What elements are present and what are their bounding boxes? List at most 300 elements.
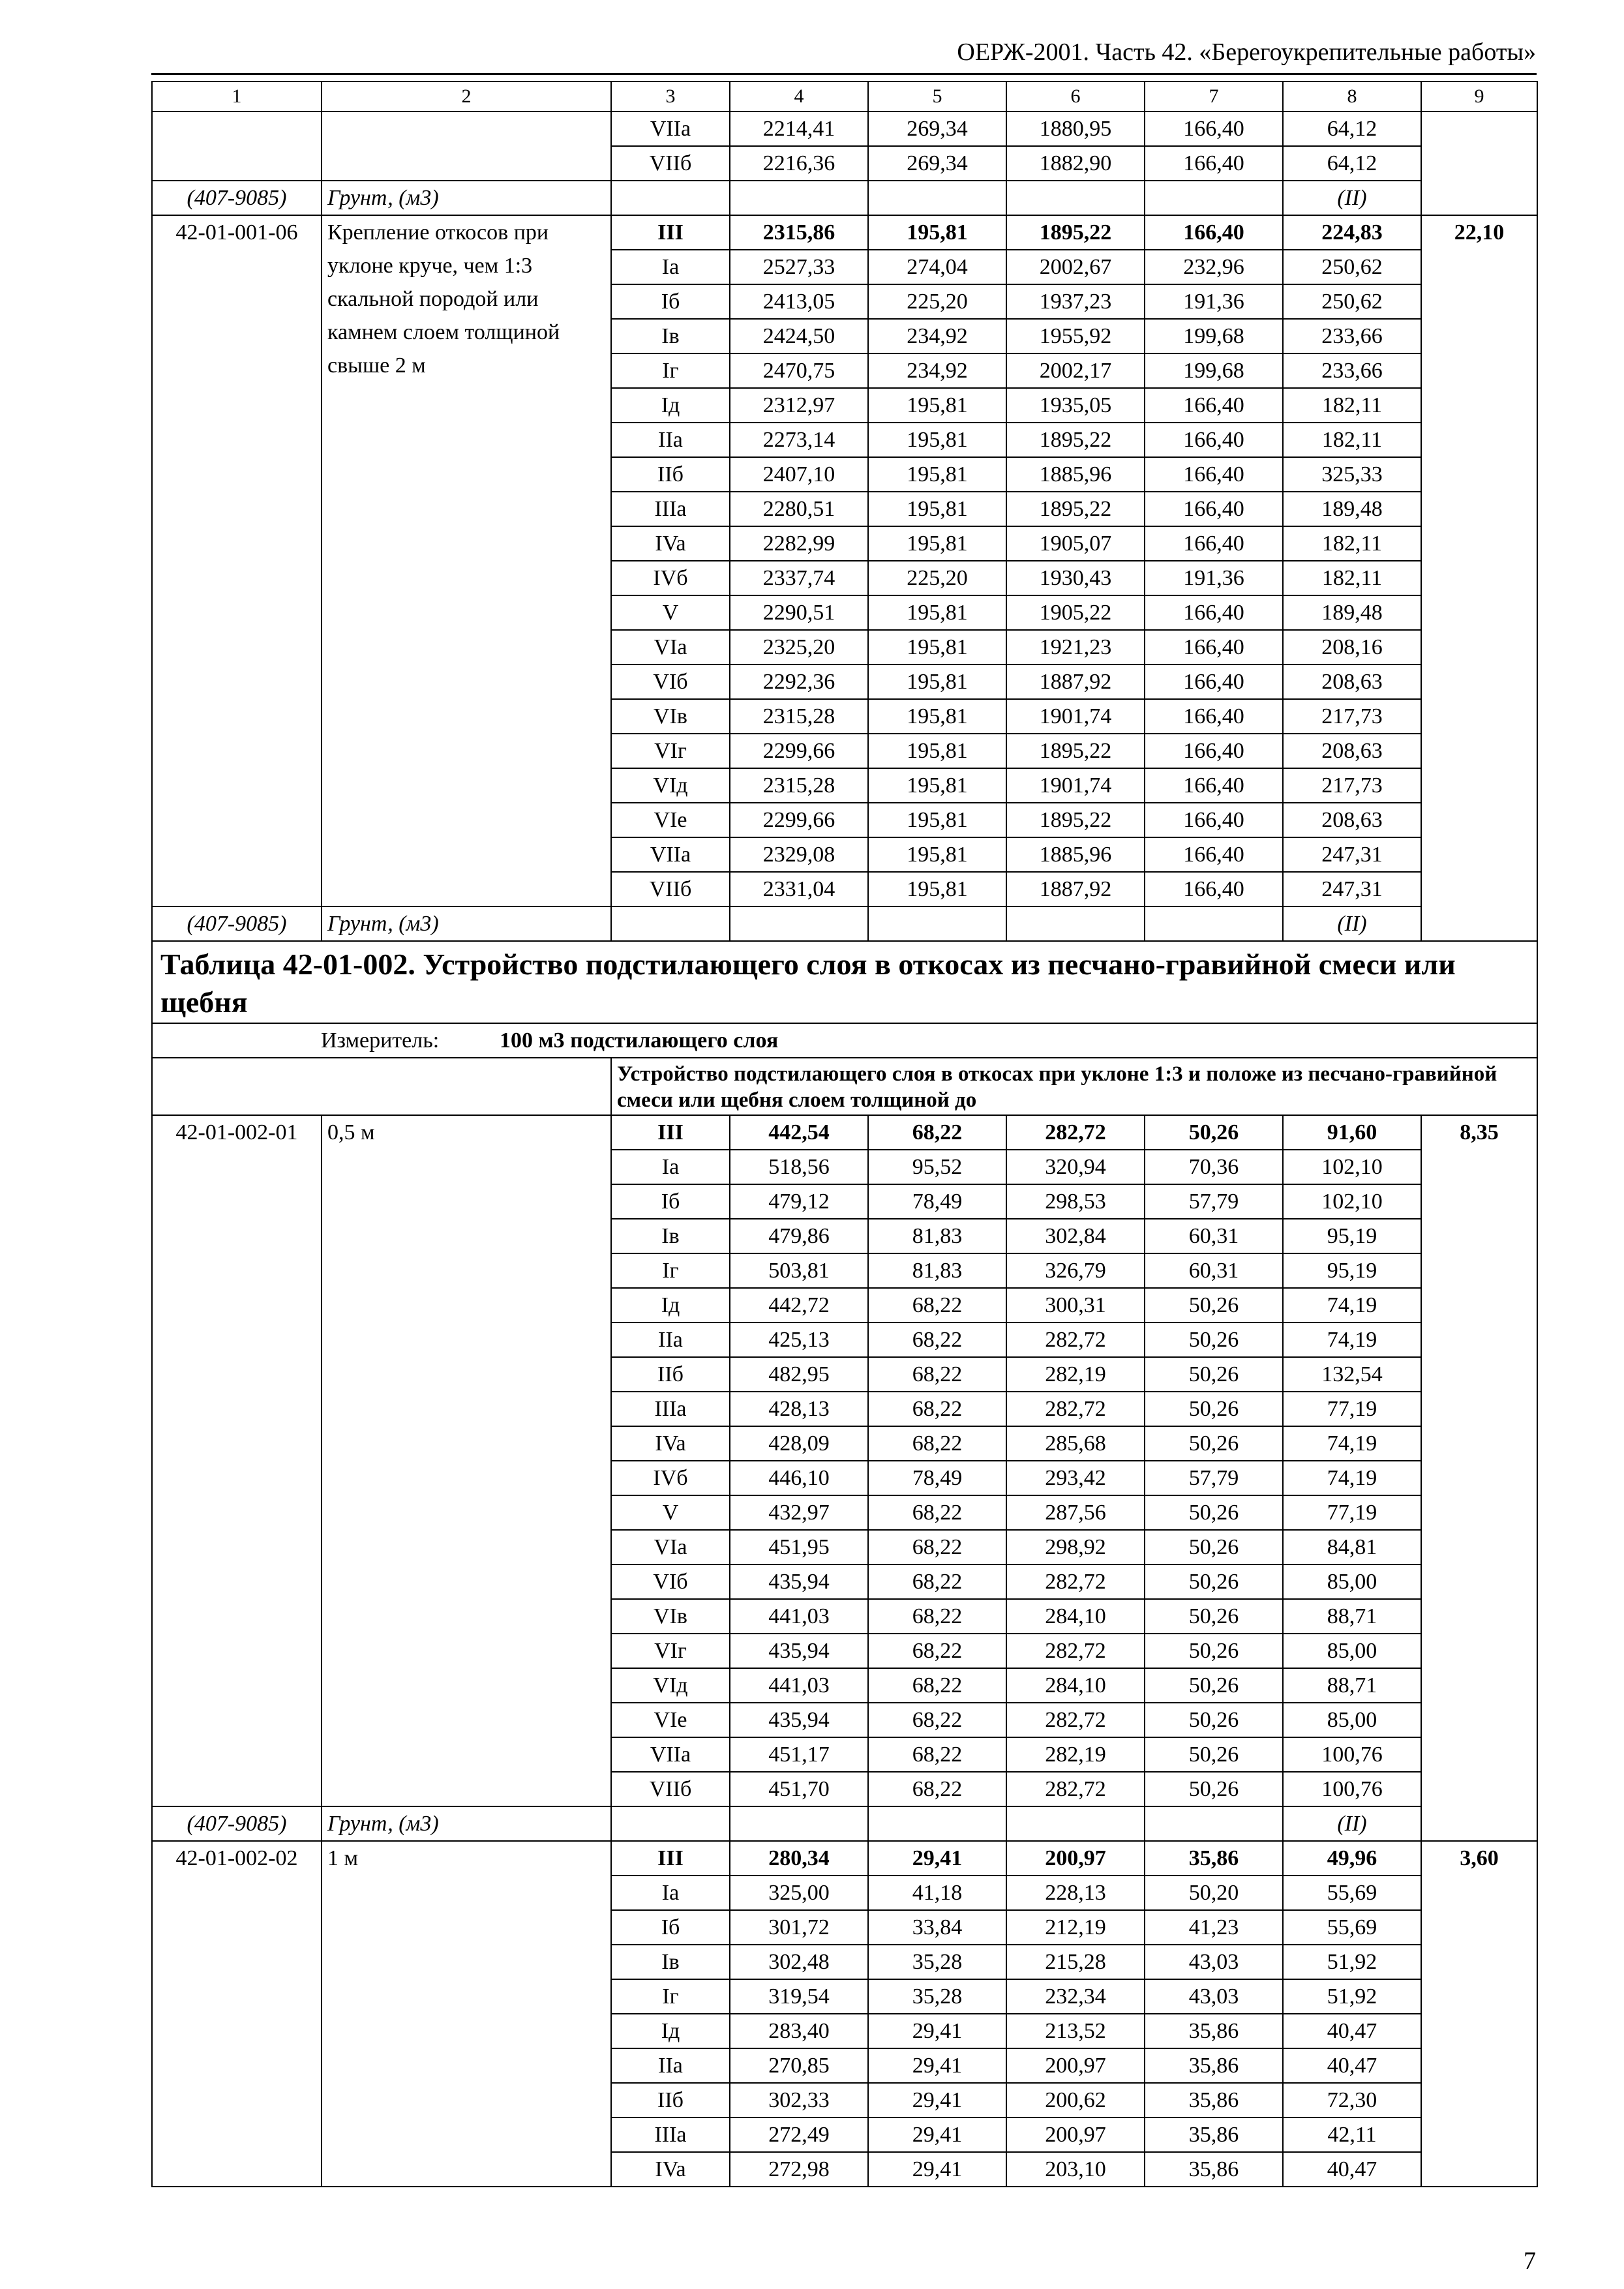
value-cell-c5: 68,22 — [868, 1495, 1006, 1530]
zone-cell: V — [611, 1495, 730, 1530]
value-cell-c5: 195,81 — [868, 734, 1006, 768]
value-cell-c7: 191,36 — [1145, 561, 1283, 595]
value-cell-c4: 451,17 — [730, 1737, 868, 1772]
value-cell-c5: 29,41 — [868, 1841, 1006, 1876]
value-cell-c6: 1887,92 — [1006, 872, 1145, 906]
value-cell-c7: 43,03 — [1145, 1945, 1283, 1979]
value-cell-c7: 57,79 — [1145, 1461, 1283, 1495]
value-cell-c7: 166,40 — [1145, 388, 1283, 423]
value-cell-c4: 2299,66 — [730, 803, 868, 837]
value-cell-c4: 442,54 — [730, 1115, 868, 1150]
meter-label: Измеритель: — [321, 1028, 440, 1053]
table-body — [152, 82, 1537, 2187]
c9-cell — [1421, 112, 1537, 215]
empty-cell — [1006, 181, 1145, 215]
value-cell-c5: 195,81 — [868, 526, 1006, 561]
column-number: 4 — [730, 82, 868, 112]
value-cell-c7: 199,68 — [1145, 353, 1283, 388]
value-cell-c7: 50,26 — [1145, 1564, 1283, 1599]
value-cell-c6: 1895,22 — [1006, 215, 1145, 250]
value-cell-c8: 100,76 — [1283, 1772, 1421, 1806]
value-cell-c6: 320,94 — [1006, 1150, 1145, 1184]
zone-cell: IIб — [611, 457, 730, 492]
value-cell-c6: 287,56 — [1006, 1495, 1145, 1530]
norms-table — [151, 81, 1538, 2187]
description-line: Крепление откосов при — [327, 220, 549, 245]
zone-cell: III — [611, 1115, 730, 1150]
value-cell-c5: 195,81 — [868, 665, 1006, 699]
value-cell-c4: 2312,97 — [730, 388, 868, 423]
value-cell-c6: 1901,74 — [1006, 699, 1145, 734]
value-cell-c4: 479,86 — [730, 1219, 868, 1253]
zone-cell: Ia — [611, 1876, 730, 1910]
value-cell-c5: 195,81 — [868, 768, 1006, 803]
value-cell-c8: 85,00 — [1283, 1634, 1421, 1668]
empty-cell — [1145, 181, 1283, 215]
value-cell-c6: 1905,22 — [1006, 595, 1145, 630]
value-cell-c6: 282,72 — [1006, 1323, 1145, 1357]
resource-code: (407-9085) — [152, 906, 322, 941]
value-cell-c8: 49,96 — [1283, 1841, 1421, 1876]
value-cell-c4: 2329,08 — [730, 837, 868, 872]
zone-cell: IIa — [611, 1323, 730, 1357]
value-cell-c7: 191,36 — [1145, 284, 1283, 319]
value-cell-c5: 234,92 — [868, 319, 1006, 353]
value-cell-c4: 2273,14 — [730, 423, 868, 457]
value-cell-c8: 40,47 — [1283, 2152, 1421, 2187]
value-cell-c4: 272,49 — [730, 2117, 868, 2152]
value-cell-c7: 166,40 — [1145, 872, 1283, 906]
value-cell-c8: 182,11 — [1283, 388, 1421, 423]
value-cell-c4: 518,56 — [730, 1150, 868, 1184]
value-cell-c6: 1885,96 — [1006, 457, 1145, 492]
value-cell-c8: 74,19 — [1283, 1323, 1421, 1357]
value-cell-c8: 84,81 — [1283, 1530, 1421, 1564]
value-cell-c7: 50,26 — [1145, 1323, 1283, 1357]
value-cell-c4: 451,95 — [730, 1530, 868, 1564]
page-header-title: ОЕРЖ-2001. Часть 42. «Берегоукрепительные работы» — [957, 38, 1536, 66]
value-cell-c5: 35,28 — [868, 1979, 1006, 2014]
value-cell-c5: 195,81 — [868, 872, 1006, 906]
value-cell-c5: 68,22 — [868, 1634, 1006, 1668]
value-cell-c6: 228,13 — [1006, 1876, 1145, 1910]
value-cell-c7: 35,86 — [1145, 2014, 1283, 2048]
entry-code: 42-01-002-01 — [152, 1115, 322, 1806]
table-title: Таблица 42-01-002. Устройство подстилающего слоя в откосах из песчано-гравийной смеси или щебня — [152, 941, 1537, 1023]
value-cell-c5: 68,22 — [868, 1564, 1006, 1599]
value-cell-c4: 442,72 — [730, 1288, 868, 1323]
value-cell-c6: 200,97 — [1006, 2117, 1145, 2152]
value-cell-c5: 68,22 — [868, 1772, 1006, 1806]
value-cell-c7: 166,40 — [1145, 837, 1283, 872]
code-cell — [152, 112, 322, 181]
value-cell-c8: 189,48 — [1283, 595, 1421, 630]
value-cell-c8: 247,31 — [1283, 872, 1421, 906]
value-cell-c5: 41,18 — [868, 1876, 1006, 1910]
value-cell-c8: 102,10 — [1283, 1184, 1421, 1219]
entry-c9: 22,10 — [1421, 215, 1537, 941]
zone-cell: VIб — [611, 665, 730, 699]
value-cell-c6: 215,28 — [1006, 1945, 1145, 1979]
value-cell-c7: 50,20 — [1145, 1876, 1283, 1910]
zone-cell: IVб — [611, 1461, 730, 1495]
value-cell-c5: 81,83 — [868, 1253, 1006, 1288]
value-cell-c7: 60,31 — [1145, 1253, 1283, 1288]
value-cell-c8: 224,83 — [1283, 215, 1421, 250]
zone-cell: Iб — [611, 1184, 730, 1219]
value-cell-c6: 1895,22 — [1006, 803, 1145, 837]
column-number: 5 — [868, 82, 1006, 112]
value-cell-c5: 68,22 — [868, 1530, 1006, 1564]
table-title-row — [152, 941, 1537, 1023]
zone-cell: Iв — [611, 1945, 730, 1979]
value-cell-c5: 68,22 — [868, 1357, 1006, 1392]
resource-code: (407-9085) — [152, 1806, 322, 1841]
resource-footer-row — [152, 906, 1537, 941]
value-cell-c5: 195,81 — [868, 699, 1006, 734]
column-number: 7 — [1145, 82, 1283, 112]
zone-cell: VIг — [611, 734, 730, 768]
value-cell-c4: 2315,86 — [730, 215, 868, 250]
value-cell-c8: 85,00 — [1283, 1564, 1421, 1599]
value-cell-c7: 166,40 — [1145, 146, 1283, 181]
value-cell-c4: 441,03 — [730, 1599, 868, 1634]
value-cell-c8: 233,66 — [1283, 319, 1421, 353]
value-cell-c6: 285,68 — [1006, 1426, 1145, 1461]
table-row — [152, 215, 1537, 250]
zone-cell: VIIб — [611, 146, 730, 181]
description-line: уклоне круче, чем 1:3 — [327, 254, 533, 278]
value-cell-c8: 102,10 — [1283, 1150, 1421, 1184]
zone-cell: Iв — [611, 1219, 730, 1253]
value-cell-c7: 50,26 — [1145, 1634, 1283, 1668]
empty-cell — [730, 181, 868, 215]
zone-cell: VIa — [611, 1530, 730, 1564]
resource-name: Грунт, (м3) — [322, 906, 611, 941]
resource-class: (II) — [1283, 906, 1421, 941]
value-cell-c7: 166,40 — [1145, 630, 1283, 665]
value-cell-c5: 33,84 — [868, 1910, 1006, 1945]
value-cell-c5: 29,41 — [868, 2048, 1006, 2083]
zone-cell: Iг — [611, 353, 730, 388]
zone-cell: Iд — [611, 2014, 730, 2048]
value-cell-c7: 50,26 — [1145, 1599, 1283, 1634]
value-cell-c4: 435,94 — [730, 1703, 868, 1737]
value-cell-c4: 451,70 — [730, 1772, 868, 1806]
zone-cell: III — [611, 215, 730, 250]
value-cell-c4: 2299,66 — [730, 734, 868, 768]
value-cell-c4: 428,09 — [730, 1426, 868, 1461]
value-cell-c5: 29,41 — [868, 2152, 1006, 2187]
entry-code: 42-01-002-02 — [152, 1841, 322, 2187]
value-cell-c6: 293,42 — [1006, 1461, 1145, 1495]
zone-cell: V — [611, 595, 730, 630]
value-cell-c7: 70,36 — [1145, 1150, 1283, 1184]
value-cell-c5: 35,28 — [868, 1945, 1006, 1979]
value-cell-c6: 298,92 — [1006, 1530, 1145, 1564]
resource-name: Грунт, (м3) — [322, 181, 611, 215]
value-cell-c4: 302,33 — [730, 2083, 868, 2117]
entry-description: 1 м — [322, 1841, 611, 2187]
value-cell-c5: 68,22 — [868, 1703, 1006, 1737]
value-cell-c5: 68,22 — [868, 1288, 1006, 1323]
value-cell-c4: 2216,36 — [730, 146, 868, 181]
value-cell-c5: 195,81 — [868, 837, 1006, 872]
value-cell-c6: 300,31 — [1006, 1288, 1145, 1323]
value-cell-c7: 60,31 — [1145, 1219, 1283, 1253]
description-line: свыше 2 м — [327, 353, 426, 378]
value-cell-c7: 166,40 — [1145, 734, 1283, 768]
value-cell-c6: 1935,05 — [1006, 388, 1145, 423]
value-cell-c7: 166,40 — [1145, 595, 1283, 630]
empty-cell — [868, 906, 1006, 941]
value-cell-c6: 2002,67 — [1006, 250, 1145, 284]
value-cell-c5: 195,81 — [868, 388, 1006, 423]
meter-cell — [152, 1023, 1537, 1058]
value-cell-c4: 2292,36 — [730, 665, 868, 699]
value-cell-c8: 208,63 — [1283, 665, 1421, 699]
zone-cell: Ia — [611, 1150, 730, 1184]
value-cell-c8: 85,00 — [1283, 1703, 1421, 1737]
value-cell-c6: 212,19 — [1006, 1910, 1145, 1945]
empty-cell — [1145, 906, 1283, 941]
value-cell-c7: 166,40 — [1145, 526, 1283, 561]
value-cell-c6: 282,72 — [1006, 1772, 1145, 1806]
value-cell-c6: 1895,22 — [1006, 492, 1145, 526]
value-cell-c7: 50,26 — [1145, 1530, 1283, 1564]
zone-cell: VIe — [611, 1703, 730, 1737]
value-cell-c6: 200,97 — [1006, 1841, 1145, 1876]
zone-cell: IIa — [611, 423, 730, 457]
value-cell-c8: 42,11 — [1283, 2117, 1421, 2152]
empty-cell — [1145, 1806, 1283, 1841]
value-cell-c4: 441,03 — [730, 1668, 868, 1703]
value-cell-c8: 64,12 — [1283, 112, 1421, 146]
value-cell-c8: 88,71 — [1283, 1668, 1421, 1703]
value-cell-c6: 298,53 — [1006, 1184, 1145, 1219]
value-cell-c7: 50,26 — [1145, 1426, 1283, 1461]
value-cell-c7: 232,96 — [1145, 250, 1283, 284]
value-cell-c5: 68,22 — [868, 1737, 1006, 1772]
value-cell-c4: 2413,05 — [730, 284, 868, 319]
column-number: 3 — [611, 82, 730, 112]
empty-cell — [611, 181, 730, 215]
value-cell-c5: 274,04 — [868, 250, 1006, 284]
value-cell-c6: 1921,23 — [1006, 630, 1145, 665]
value-cell-c4: 2214,41 — [730, 112, 868, 146]
value-cell-c4: 301,72 — [730, 1910, 868, 1945]
zone-cell: Ia — [611, 250, 730, 284]
subheading-row — [152, 1058, 1537, 1115]
value-cell-c6: 1901,74 — [1006, 768, 1145, 803]
value-cell-c7: 50,26 — [1145, 1772, 1283, 1806]
description-cell — [322, 112, 611, 181]
zone-cell: Iг — [611, 1979, 730, 2014]
value-cell-c4: 435,94 — [730, 1634, 868, 1668]
value-cell-c7: 166,40 — [1145, 803, 1283, 837]
value-cell-c8: 100,76 — [1283, 1737, 1421, 1772]
value-cell-c4: 2282,99 — [730, 526, 868, 561]
zone-cell: Iб — [611, 284, 730, 319]
value-cell-c7: 50,26 — [1145, 1115, 1283, 1150]
zone-cell: IIб — [611, 1357, 730, 1392]
value-cell-c7: 57,79 — [1145, 1184, 1283, 1219]
value-cell-c8: 250,62 — [1283, 250, 1421, 284]
zone-cell: VIIa — [611, 112, 730, 146]
value-cell-c5: 29,41 — [868, 2083, 1006, 2117]
zone-cell: III — [611, 1841, 730, 1876]
value-cell-c4: 2315,28 — [730, 768, 868, 803]
column-number: 2 — [322, 82, 611, 112]
page-number: 7 — [1524, 2247, 1536, 2275]
column-number-row — [152, 82, 1537, 112]
value-cell-c5: 225,20 — [868, 284, 1006, 319]
value-cell-c7: 166,40 — [1145, 215, 1283, 250]
value-cell-c4: 435,94 — [730, 1564, 868, 1599]
value-cell-c4: 2527,33 — [730, 250, 868, 284]
value-cell-c6: 282,72 — [1006, 1115, 1145, 1150]
value-cell-c5: 195,81 — [868, 423, 1006, 457]
zone-cell: VIд — [611, 1668, 730, 1703]
zone-cell: Iб — [611, 1910, 730, 1945]
value-cell-c7: 166,40 — [1145, 665, 1283, 699]
value-cell-c6: 1882,90 — [1006, 146, 1145, 181]
value-cell-c4: 482,95 — [730, 1357, 868, 1392]
value-cell-c8: 91,60 — [1283, 1115, 1421, 1150]
value-cell-c6: 282,72 — [1006, 1392, 1145, 1426]
empty-cell — [868, 1806, 1006, 1841]
column-number: 8 — [1283, 82, 1421, 112]
description-line: скальной породой или — [327, 287, 539, 311]
zone-cell: VIe — [611, 803, 730, 837]
value-cell-c4: 428,13 — [730, 1392, 868, 1426]
value-cell-c4: 2407,10 — [730, 457, 868, 492]
description-line: камнем слоем толщиной — [327, 320, 560, 344]
value-cell-c8: 208,16 — [1283, 630, 1421, 665]
value-cell-c5: 68,22 — [868, 1392, 1006, 1426]
value-cell-c8: 247,31 — [1283, 837, 1421, 872]
value-cell-c8: 182,11 — [1283, 423, 1421, 457]
value-cell-c5: 29,41 — [868, 2014, 1006, 2048]
column-number: 1 — [152, 82, 322, 112]
value-cell-c7: 166,40 — [1145, 112, 1283, 146]
value-cell-c8: 51,92 — [1283, 1979, 1421, 2014]
empty-cell — [611, 1806, 730, 1841]
value-cell-c8: 72,30 — [1283, 2083, 1421, 2117]
zone-cell: IIIa — [611, 2117, 730, 2152]
meter-row — [152, 1023, 1537, 1058]
value-cell-c5: 269,34 — [868, 146, 1006, 181]
table-row — [152, 1115, 1537, 1150]
zone-cell: IIa — [611, 2048, 730, 2083]
value-cell-c4: 2331,04 — [730, 872, 868, 906]
value-cell-c8: 55,69 — [1283, 1876, 1421, 1910]
value-cell-c6: 282,72 — [1006, 1634, 1145, 1668]
entry-c9: 8,35 — [1421, 1115, 1537, 1841]
value-cell-c4: 432,97 — [730, 1495, 868, 1530]
zone-cell: VIг — [611, 1634, 730, 1668]
value-cell-c6: 282,19 — [1006, 1737, 1145, 1772]
value-cell-c4: 270,85 — [730, 2048, 868, 2083]
value-cell-c4: 2424,50 — [730, 319, 868, 353]
value-cell-c8: 40,47 — [1283, 2014, 1421, 2048]
value-cell-c8: 95,19 — [1283, 1253, 1421, 1288]
value-cell-c8: 217,73 — [1283, 699, 1421, 734]
value-cell-c7: 50,26 — [1145, 1495, 1283, 1530]
value-cell-c8: 208,63 — [1283, 734, 1421, 768]
value-cell-c5: 78,49 — [868, 1184, 1006, 1219]
value-cell-c8: 74,19 — [1283, 1426, 1421, 1461]
value-cell-c7: 35,86 — [1145, 1841, 1283, 1876]
zone-cell: VIд — [611, 768, 730, 803]
table-row — [152, 112, 1537, 146]
value-cell-c5: 68,22 — [868, 1668, 1006, 1703]
zone-cell: VIIa — [611, 837, 730, 872]
value-cell-c7: 166,40 — [1145, 768, 1283, 803]
value-cell-c5: 195,81 — [868, 457, 1006, 492]
value-cell-c5: 195,81 — [868, 630, 1006, 665]
zone-cell: Iг — [611, 1253, 730, 1288]
zone-cell: IVa — [611, 2152, 730, 2187]
value-cell-c4: 280,34 — [730, 1841, 868, 1876]
value-cell-c6: 200,62 — [1006, 2083, 1145, 2117]
column-number: 6 — [1006, 82, 1145, 112]
value-cell-c8: 189,48 — [1283, 492, 1421, 526]
value-cell-c8: 88,71 — [1283, 1599, 1421, 1634]
value-cell-c5: 195,81 — [868, 492, 1006, 526]
zone-cell: IIб — [611, 2083, 730, 2117]
value-cell-c4: 2280,51 — [730, 492, 868, 526]
value-cell-c4: 2337,74 — [730, 561, 868, 595]
value-cell-c4: 2315,28 — [730, 699, 868, 734]
resource-class: (II) — [1283, 1806, 1421, 1841]
zone-cell: VIIб — [611, 872, 730, 906]
value-cell-c4: 272,98 — [730, 2152, 868, 2187]
value-cell-c4: 302,48 — [730, 1945, 868, 1979]
header-rule — [151, 73, 1537, 75]
zone-cell: IVa — [611, 526, 730, 561]
value-cell-c6: 284,10 — [1006, 1599, 1145, 1634]
value-cell-c8: 208,63 — [1283, 803, 1421, 837]
value-cell-c6: 203,10 — [1006, 2152, 1145, 2187]
resource-footer-row — [152, 181, 1537, 215]
value-cell-c8: 64,12 — [1283, 146, 1421, 181]
value-cell-c8: 325,33 — [1283, 457, 1421, 492]
value-cell-c6: 1895,22 — [1006, 423, 1145, 457]
value-cell-c6: 2002,17 — [1006, 353, 1145, 388]
value-cell-c5: 78,49 — [868, 1461, 1006, 1495]
value-cell-c7: 199,68 — [1145, 319, 1283, 353]
empty-cell — [1006, 1806, 1145, 1841]
value-cell-c8: 250,62 — [1283, 284, 1421, 319]
zone-cell: Iд — [611, 388, 730, 423]
value-cell-c5: 225,20 — [868, 561, 1006, 595]
value-cell-c8: 51,92 — [1283, 1945, 1421, 1979]
value-cell-c8: 77,19 — [1283, 1495, 1421, 1530]
value-cell-c8: 74,19 — [1283, 1288, 1421, 1323]
value-cell-c5: 29,41 — [868, 2117, 1006, 2152]
resource-name: Грунт, (м3) — [322, 1806, 611, 1841]
value-cell-c7: 43,03 — [1145, 1979, 1283, 2014]
value-cell-c5: 195,81 — [868, 595, 1006, 630]
value-cell-c8: 95,19 — [1283, 1219, 1421, 1253]
value-cell-c4: 446,10 — [730, 1461, 868, 1495]
value-cell-c7: 35,86 — [1145, 2083, 1283, 2117]
value-cell-c8: 77,19 — [1283, 1392, 1421, 1426]
value-cell-c8: 217,73 — [1283, 768, 1421, 803]
value-cell-c6: 282,72 — [1006, 1564, 1145, 1599]
value-cell-c6: 282,19 — [1006, 1357, 1145, 1392]
